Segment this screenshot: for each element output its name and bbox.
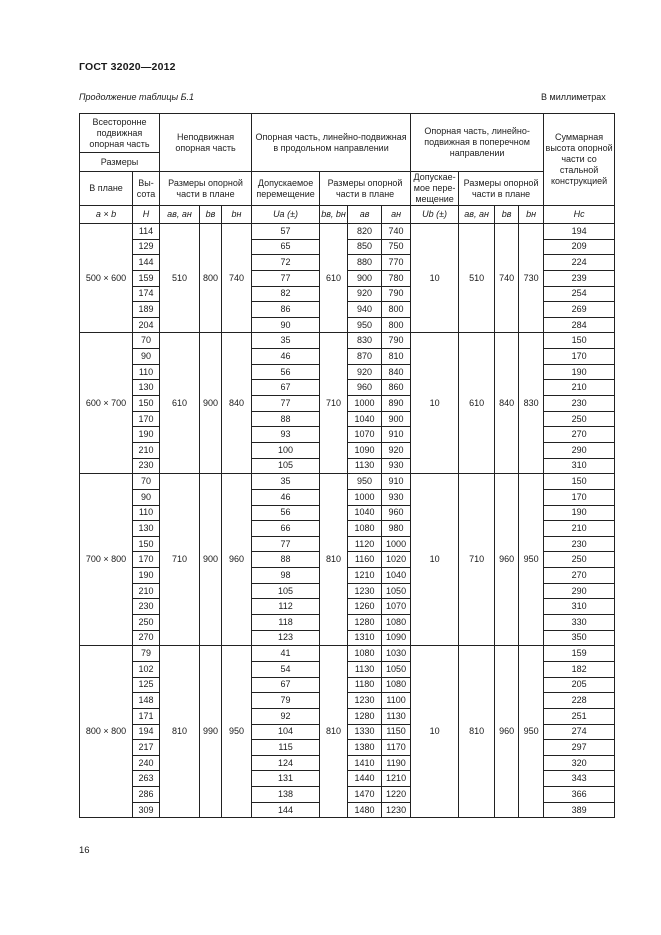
cell-fixed-a: 610: [160, 333, 200, 474]
cell-long-an: 1100: [382, 693, 411, 709]
cell-long-av: 1280: [348, 615, 382, 631]
cell-long-an: 810: [382, 349, 411, 365]
cell-long-an: 1050: [382, 583, 411, 599]
header-trans-plan-sizes: Размеры опорной части в плане: [459, 172, 544, 206]
cell-long-an: 1080: [382, 615, 411, 631]
header-longitudinal: Опорная часть, линейно-подвижная в продольном направлении: [252, 114, 411, 172]
cell-total-height: 290: [544, 583, 615, 599]
cell-long-displacement: 100: [252, 442, 320, 458]
cell-long-an: 910: [382, 474, 411, 490]
cell-total-height: 269: [544, 302, 615, 318]
cell-long-an: 910: [382, 427, 411, 443]
cell-long-an: 860: [382, 380, 411, 396]
cell-height: 190: [133, 568, 160, 584]
cell-long-displacement: 46: [252, 349, 320, 365]
cell-long-an: 770: [382, 255, 411, 271]
cell-long-av: 850: [348, 239, 382, 255]
cell-trans-bv: 840: [495, 333, 519, 474]
symbol-long-b: bв, bн: [320, 206, 348, 224]
cell-long-an: 1210: [382, 771, 411, 787]
cell-height: 70: [133, 333, 160, 349]
cell-height: 110: [133, 364, 160, 380]
cell-height: 190: [133, 427, 160, 443]
header-allowed-displacement-short: Допускае-мое пере-мещение: [411, 172, 459, 206]
cell-long-an: 800: [382, 317, 411, 333]
cell-long-av: 880: [348, 255, 382, 271]
symbol-fixed-a: aв, aн: [160, 206, 200, 224]
cell-long-displacement: 67: [252, 677, 320, 693]
cell-height: 170: [133, 552, 160, 568]
cell-total-height: 190: [544, 505, 615, 521]
cell-long-av: 1070: [348, 427, 382, 443]
cell-height: 110: [133, 505, 160, 521]
cell-total-height: 290: [544, 442, 615, 458]
table-row: [80, 333, 615, 349]
cell-height: 309: [133, 802, 160, 818]
cell-long-av: 950: [348, 474, 382, 490]
cell-total-height: 150: [544, 474, 615, 490]
cell-height: 189: [133, 302, 160, 318]
cell-long-an: 750: [382, 239, 411, 255]
cell-long-av: 900: [348, 270, 382, 286]
cell-height: 114: [133, 224, 160, 240]
cell-height: 102: [133, 661, 160, 677]
cell-total-height: 210: [544, 380, 615, 396]
cell-long-displacement: 131: [252, 771, 320, 787]
cell-long-displacement: 105: [252, 458, 320, 474]
cell-height: 90: [133, 349, 160, 365]
cell-height: 263: [133, 771, 160, 787]
cell-long-av: 1180: [348, 677, 382, 693]
table-body: [80, 224, 615, 818]
cell-long-displacement: 67: [252, 380, 320, 396]
cell-trans-displacement: 10: [411, 646, 459, 818]
header-total-height: Суммарная высота опорной части со стальной конструкцией: [544, 114, 615, 206]
cell-long-av: 950: [348, 317, 382, 333]
cell-long-an: 840: [382, 364, 411, 380]
cell-long-displacement: 123: [252, 630, 320, 646]
cell-long-displacement: 66: [252, 521, 320, 537]
cell-height: 174: [133, 286, 160, 302]
header-long-plan-sizes: Размеры опорной части в плане: [320, 172, 411, 206]
cell-fixed-bn: 840: [222, 333, 252, 474]
cell-trans-bn: 950: [519, 474, 544, 646]
symbol-long-an: aн: [382, 206, 411, 224]
cell-long-displacement: 144: [252, 802, 320, 818]
cell-long-av: 1080: [348, 521, 382, 537]
cell-long-displacement: 35: [252, 333, 320, 349]
cell-height: 170: [133, 411, 160, 427]
cell-total-height: 224: [544, 255, 615, 271]
cell-long-displacement: 86: [252, 302, 320, 318]
cell-long-av: 1330: [348, 724, 382, 740]
cell-trans-bn: 830: [519, 333, 544, 474]
cell-height: 210: [133, 442, 160, 458]
cell-height: 230: [133, 458, 160, 474]
cell-long-an: 790: [382, 286, 411, 302]
cell-long-displacement: 118: [252, 615, 320, 631]
cell-height: 148: [133, 693, 160, 709]
cell-height: 250: [133, 615, 160, 631]
cell-long-displacement: 92: [252, 708, 320, 724]
cell-trans-a: 810: [459, 646, 495, 818]
cell-total-height: 284: [544, 317, 615, 333]
cell-total-height: 194: [544, 224, 615, 240]
cell-long-an: 930: [382, 489, 411, 505]
header-height: Вы-сота: [133, 172, 160, 206]
cell-long-av: 1310: [348, 630, 382, 646]
cell-plan-size: 500 × 600: [80, 224, 133, 333]
cell-trans-a: 710: [459, 474, 495, 646]
cell-long-displacement: 104: [252, 724, 320, 740]
table-row: [80, 224, 615, 240]
cell-long-displacement: 93: [252, 427, 320, 443]
cell-long-displacement: 90: [252, 317, 320, 333]
cell-long-an: 1130: [382, 708, 411, 724]
dimensions-table: [79, 113, 615, 818]
cell-total-height: 182: [544, 661, 615, 677]
cell-long-an: 780: [382, 270, 411, 286]
cell-trans-displacement: 10: [411, 224, 459, 333]
cell-long-displacement: 88: [252, 411, 320, 427]
cell-long-an: 790: [382, 333, 411, 349]
cell-long-displacement: 115: [252, 740, 320, 756]
cell-long-av: 1230: [348, 583, 382, 599]
symbol-long-av: aв: [348, 206, 382, 224]
cell-long-an: 930: [382, 458, 411, 474]
cell-fixed-bv: 900: [200, 474, 222, 646]
cell-long-displacement: 105: [252, 583, 320, 599]
cell-total-height: 330: [544, 615, 615, 631]
symbol-h: H: [133, 206, 160, 224]
symbol-axb: a × b: [80, 206, 133, 224]
cell-long-an: 1220: [382, 787, 411, 803]
cell-height: 194: [133, 724, 160, 740]
cell-total-height: 230: [544, 396, 615, 412]
cell-long-av: 1230: [348, 693, 382, 709]
cell-height: 144: [133, 255, 160, 271]
cell-plan-size: 800 × 800: [80, 646, 133, 818]
cell-trans-bv: 960: [495, 474, 519, 646]
cell-long-displacement: 77: [252, 536, 320, 552]
cell-total-height: 210: [544, 521, 615, 537]
cell-total-height: 350: [544, 630, 615, 646]
cell-height: 150: [133, 536, 160, 552]
cell-long-an: 1000: [382, 536, 411, 552]
cell-long-av: 1000: [348, 396, 382, 412]
cell-total-height: 270: [544, 568, 615, 584]
cell-total-height: 170: [544, 489, 615, 505]
cell-long-av: 1410: [348, 755, 382, 771]
cell-long-an: 1030: [382, 646, 411, 662]
cell-long-displacement: 35: [252, 474, 320, 490]
cell-long-displacement: 82: [252, 286, 320, 302]
cell-height: 204: [133, 317, 160, 333]
cell-long-b: 810: [320, 646, 348, 818]
header-in-plan: В плане: [80, 172, 133, 206]
cell-height: 230: [133, 599, 160, 615]
cell-fixed-bn: 960: [222, 474, 252, 646]
table-row: [80, 474, 615, 490]
cell-long-av: 1120: [348, 536, 382, 552]
cell-trans-displacement: 10: [411, 474, 459, 646]
cell-long-displacement: 112: [252, 599, 320, 615]
cell-height: 90: [133, 489, 160, 505]
cell-total-height: 150: [544, 333, 615, 349]
symbol-trans-bv: bв: [495, 206, 519, 224]
cell-long-av: 1040: [348, 505, 382, 521]
cell-total-height: 251: [544, 708, 615, 724]
cell-total-height: 310: [544, 599, 615, 615]
cell-total-height: 389: [544, 802, 615, 818]
symbol-fixed-bv: bв: [200, 206, 222, 224]
cell-height: 240: [133, 755, 160, 771]
cell-long-av: 1130: [348, 458, 382, 474]
cell-plan-size: 700 × 800: [80, 474, 133, 646]
cell-trans-a: 610: [459, 333, 495, 474]
cell-long-displacement: 72: [252, 255, 320, 271]
page-number: 16: [79, 845, 90, 856]
table-header: [80, 114, 615, 224]
cell-total-height: 209: [544, 239, 615, 255]
header-fixed-plan-sizes: Размеры опорной части в плане: [160, 172, 252, 206]
header-transverse: Опорная часть, линейно-подвижная в поперечном направлении: [411, 114, 544, 172]
cell-long-an: 980: [382, 521, 411, 537]
cell-long-an: 1150: [382, 724, 411, 740]
units-note: В миллиметрах: [541, 92, 606, 102]
cell-long-av: 940: [348, 302, 382, 318]
cell-total-height: 254: [544, 286, 615, 302]
cell-total-height: 239: [544, 270, 615, 286]
cell-long-av: 1040: [348, 411, 382, 427]
cell-long-an: 920: [382, 442, 411, 458]
cell-long-av: 870: [348, 349, 382, 365]
cell-long-an: 1090: [382, 630, 411, 646]
cell-fixed-bv: 900: [200, 333, 222, 474]
cell-height: 217: [133, 740, 160, 756]
cell-height: 210: [133, 583, 160, 599]
cell-long-displacement: 65: [252, 239, 320, 255]
cell-height: 130: [133, 521, 160, 537]
cell-total-height: 274: [544, 724, 615, 740]
cell-long-av: 1480: [348, 802, 382, 818]
cell-long-b: 610: [320, 224, 348, 333]
cell-long-an: 1020: [382, 552, 411, 568]
cell-total-height: 230: [544, 536, 615, 552]
cell-long-displacement: 79: [252, 693, 320, 709]
cell-long-av: 1470: [348, 787, 382, 803]
cell-long-an: 740: [382, 224, 411, 240]
cell-height: 70: [133, 474, 160, 490]
cell-long-an: 960: [382, 505, 411, 521]
cell-total-height: 270: [544, 427, 615, 443]
table-row: [80, 646, 615, 662]
cell-height: 150: [133, 396, 160, 412]
symbol-fixed-bn: bн: [222, 206, 252, 224]
cell-long-b: 710: [320, 333, 348, 474]
cell-long-displacement: 98: [252, 568, 320, 584]
cell-long-av: 1080: [348, 646, 382, 662]
cell-long-av: 1440: [348, 771, 382, 787]
cell-height: 129: [133, 239, 160, 255]
cell-long-an: 1050: [382, 661, 411, 677]
header-all-side-movable: Всесторонне подвижная опорная часть: [80, 114, 160, 153]
cell-long-an: 1040: [382, 568, 411, 584]
cell-long-an: 900: [382, 411, 411, 427]
cell-long-av: 1000: [348, 489, 382, 505]
document-title: ГОСТ 32020—2012: [79, 61, 176, 73]
cell-height: 270: [133, 630, 160, 646]
cell-trans-displacement: 10: [411, 333, 459, 474]
symbol-trans-bn: bн: [519, 206, 544, 224]
cell-long-av: 1380: [348, 740, 382, 756]
cell-trans-bn: 950: [519, 646, 544, 818]
cell-total-height: 159: [544, 646, 615, 662]
cell-total-height: 343: [544, 771, 615, 787]
symbol-trans-u: Ub (±): [411, 206, 459, 224]
cell-long-av: 1160: [348, 552, 382, 568]
cell-long-av: 1280: [348, 708, 382, 724]
cell-total-height: 228: [544, 693, 615, 709]
cell-long-an: 1070: [382, 599, 411, 615]
cell-long-displacement: 54: [252, 661, 320, 677]
cell-long-displacement: 88: [252, 552, 320, 568]
cell-trans-bv: 960: [495, 646, 519, 818]
cell-fixed-a: 510: [160, 224, 200, 333]
cell-long-an: 1080: [382, 677, 411, 693]
cell-long-displacement: 56: [252, 364, 320, 380]
cell-long-an: 1230: [382, 802, 411, 818]
cell-height: 159: [133, 270, 160, 286]
cell-total-height: 297: [544, 740, 615, 756]
cell-total-height: 250: [544, 552, 615, 568]
cell-long-displacement: 57: [252, 224, 320, 240]
cell-total-height: 170: [544, 349, 615, 365]
cell-fixed-bn: 950: [222, 646, 252, 818]
cell-plan-size: 600 × 700: [80, 333, 133, 474]
cell-long-av: 820: [348, 224, 382, 240]
cell-total-height: 310: [544, 458, 615, 474]
cell-long-displacement: 124: [252, 755, 320, 771]
cell-long-av: 830: [348, 333, 382, 349]
cell-long-b: 810: [320, 474, 348, 646]
cell-long-displacement: 77: [252, 270, 320, 286]
cell-fixed-bv: 990: [200, 646, 222, 818]
cell-long-an: 1170: [382, 740, 411, 756]
cell-total-height: 250: [544, 411, 615, 427]
table-caption: Продолжение таблицы Б.1: [79, 92, 195, 102]
cell-long-displacement: 41: [252, 646, 320, 662]
cell-fixed-bv: 800: [200, 224, 222, 333]
symbol-hc: Hc: [544, 206, 615, 224]
cell-long-displacement: 138: [252, 787, 320, 803]
cell-long-displacement: 56: [252, 505, 320, 521]
cell-height: 125: [133, 677, 160, 693]
cell-height: 79: [133, 646, 160, 662]
cell-long-av: 1210: [348, 568, 382, 584]
cell-long-displacement: 46: [252, 489, 320, 505]
cell-long-av: 920: [348, 364, 382, 380]
cell-total-height: 190: [544, 364, 615, 380]
cell-long-av: 920: [348, 286, 382, 302]
header-fixed: Неподвижная опорная часть: [160, 114, 252, 172]
cell-fixed-bn: 740: [222, 224, 252, 333]
cell-trans-a: 510: [459, 224, 495, 333]
cell-height: 130: [133, 380, 160, 396]
cell-height: 171: [133, 708, 160, 724]
cell-trans-bn: 730: [519, 224, 544, 333]
header-allowed-displacement: Допускаемое перемещение: [252, 172, 320, 206]
cell-long-an: 1190: [382, 755, 411, 771]
cell-total-height: 366: [544, 787, 615, 803]
cell-long-displacement: 77: [252, 396, 320, 412]
header-sizes: Размеры: [80, 153, 160, 172]
cell-total-height: 320: [544, 755, 615, 771]
cell-fixed-a: 810: [160, 646, 200, 818]
cell-long-an: 800: [382, 302, 411, 318]
cell-long-av: 1090: [348, 442, 382, 458]
cell-long-av: 960: [348, 380, 382, 396]
symbol-trans-a: aв, aн: [459, 206, 495, 224]
symbol-long-u: Ua (±): [252, 206, 320, 224]
cell-long-av: 1130: [348, 661, 382, 677]
cell-long-an: 890: [382, 396, 411, 412]
cell-total-height: 205: [544, 677, 615, 693]
cell-height: 286: [133, 787, 160, 803]
cell-fixed-a: 710: [160, 474, 200, 646]
cell-long-av: 1260: [348, 599, 382, 615]
cell-trans-bv: 740: [495, 224, 519, 333]
